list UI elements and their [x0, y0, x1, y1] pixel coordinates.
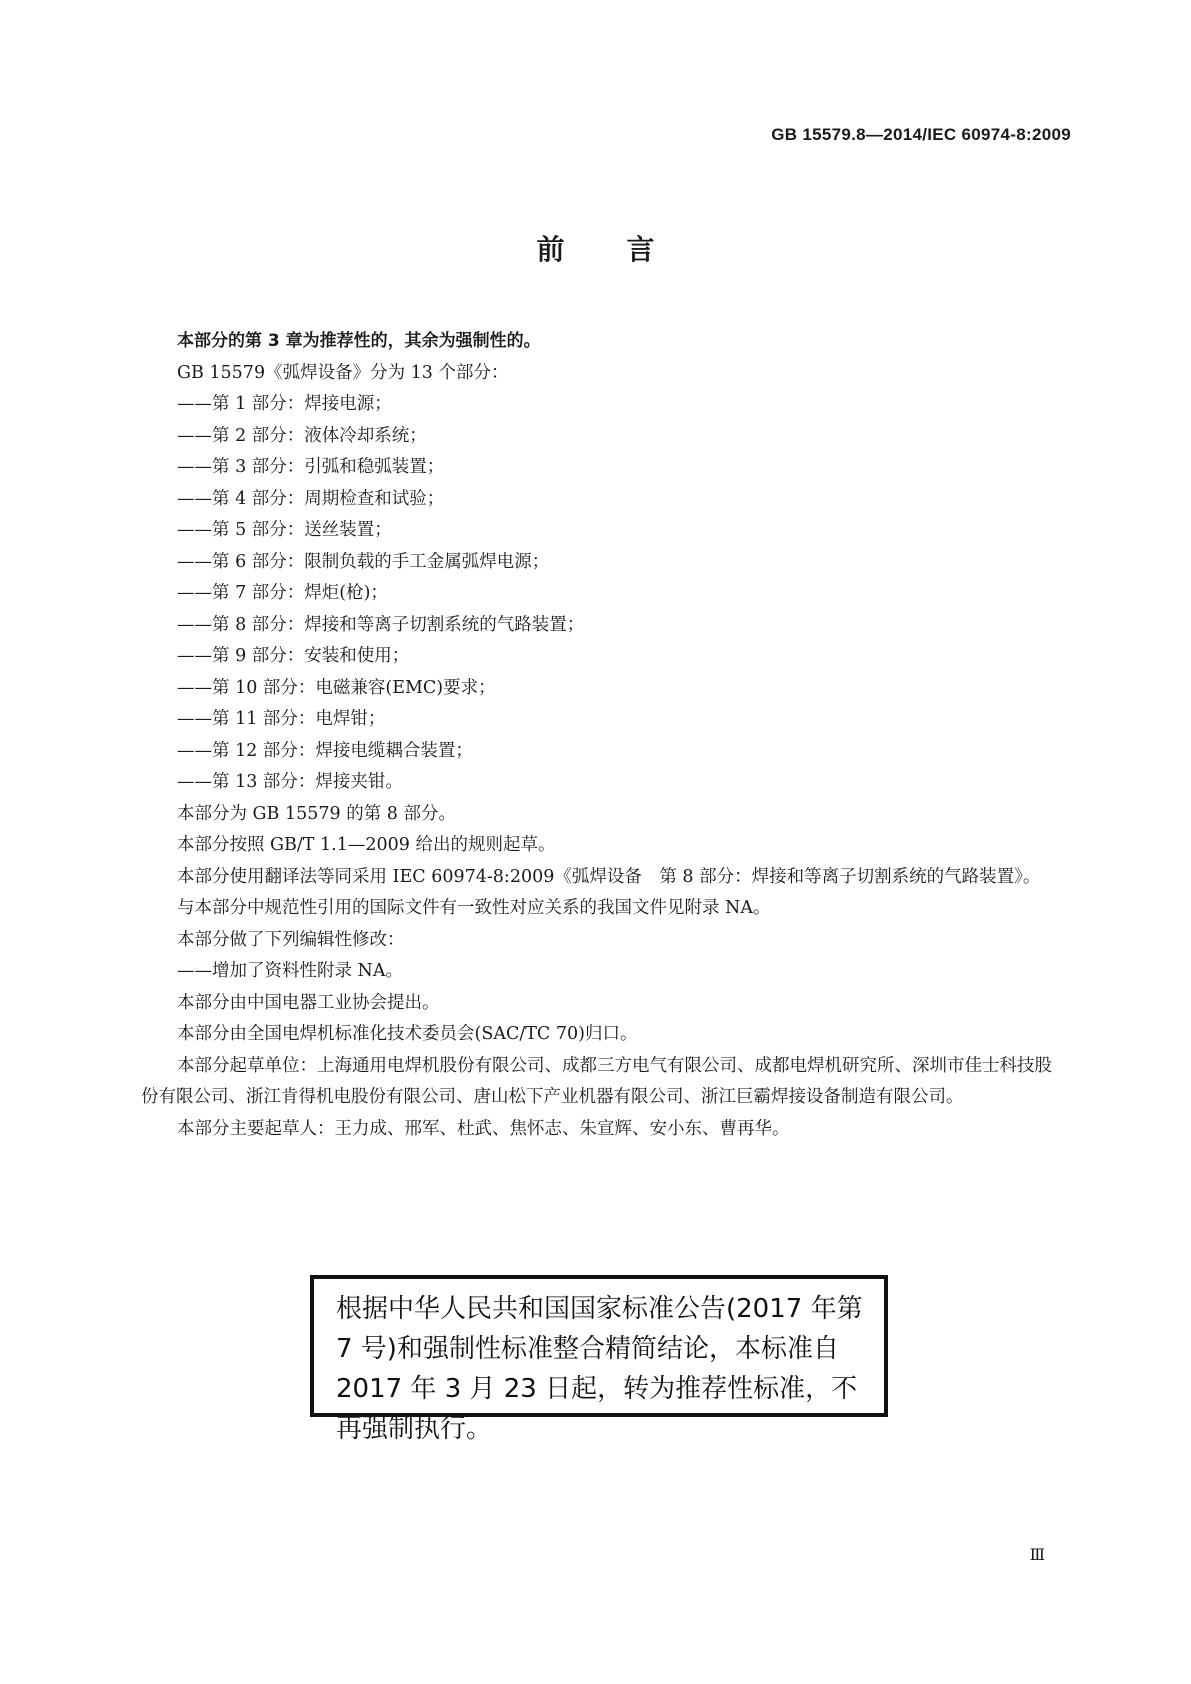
list-item: ——第 1 部分：焊接电源； [177, 394, 392, 414]
editorial-changes-paragraph: 本部分做了下列编辑性修改： [177, 929, 405, 950]
list-item: ——第 7 部分：焊炬(枪)； [177, 583, 388, 603]
jurisdiction-paragraph: 本部分由全国电焊机标准化技术委员会(SAC/TC 70)归口。 [177, 1024, 638, 1044]
drafters-paragraph: 本部分主要起草人：王力成、邢军、杜武、焦怀志、朱宣辉、安小东、曹再华。 [177, 1118, 790, 1139]
foreword-body [141, 326, 1069, 1145]
added-annex-item: ——增加了资料性附录 NA。 [177, 961, 404, 981]
series-intro: GB 15579《弧焊设备》分为 13 个部分： [177, 362, 509, 383]
page-title: 前言 [536, 233, 717, 266]
notice-text: 根据中华人民共和国国家标准公告(2017 年第 7 号)和强制性标准整合精简结论，本标准自 2017 年 3 月 23 日起，转为推荐性标准，不再强制执行。 [336, 1294, 863, 1444]
list-item: ——第 10 部分：电磁兼容(EMC)要求； [177, 677, 496, 698]
adoption-paragraph: 本部分使用翻译法等同采用 IEC 60974-8:2009《弧焊设备 第 8 部分：焊接和等离子切割系统的气路装置》。 [177, 866, 1041, 887]
list-item: ——第 6 部分：限制负载的手工金属弧焊电源； [177, 551, 550, 572]
mandatory-note: 本部分的第 3 章为推荐性的，其余为强制性的。 [177, 331, 541, 351]
list-item: ——第 9 部分：安装和使用； [177, 646, 410, 666]
list-item: ——第 11 部分：电焊钳； [177, 709, 386, 729]
annex-na-paragraph: 与本部分中规范性引用的国际文件有一致性对应关系的我国文件见附录 NA。 [177, 898, 771, 918]
list-item: ——第 4 部分：周期检查和试验； [177, 488, 445, 509]
list-item: ——第 8 部分：焊接和等离子切割系统的气路装置； [177, 614, 585, 635]
is-part-paragraph: 本部分为 GB 15579 的第 8 部分。 [177, 803, 456, 824]
list-item: ——第 2 部分：液体冷却系统； [177, 425, 427, 446]
drafting-rules-paragraph: 本部分按照 GB/T 1.1—2009 给出的规则起草。 [177, 835, 556, 855]
drafting-units-paragraph: 本部分起草单位：上海通用电焊机股份有限公司、成都三方电气有限公司、成都电焊机研究所、深圳市佳士科技股份有限公司、浙江肯得机电股份有限公司、唐山松下产业机器有限公司、浙江巨霸焊接设备制造有限公司。 [141, 1055, 1052, 1107]
list-item: ——第 13 部分：焊接夹钳。 [177, 772, 403, 792]
notice-box [310, 1275, 888, 1444]
list-item: ——第 12 部分：焊接电缆耦合装置； [177, 740, 473, 761]
list-item: ——第 3 部分：引弧和稳弧装置； [177, 457, 445, 477]
standard-code: GB 15579.8—2014/IEC 60974-8:2009 [771, 125, 1071, 144]
list-item: ——第 5 部分：送丝装置； [177, 520, 392, 540]
page-number: Ⅲ [1029, 1545, 1045, 1564]
proposed-by-paragraph: 本部分由中国电器工业协会提出。 [177, 992, 440, 1013]
